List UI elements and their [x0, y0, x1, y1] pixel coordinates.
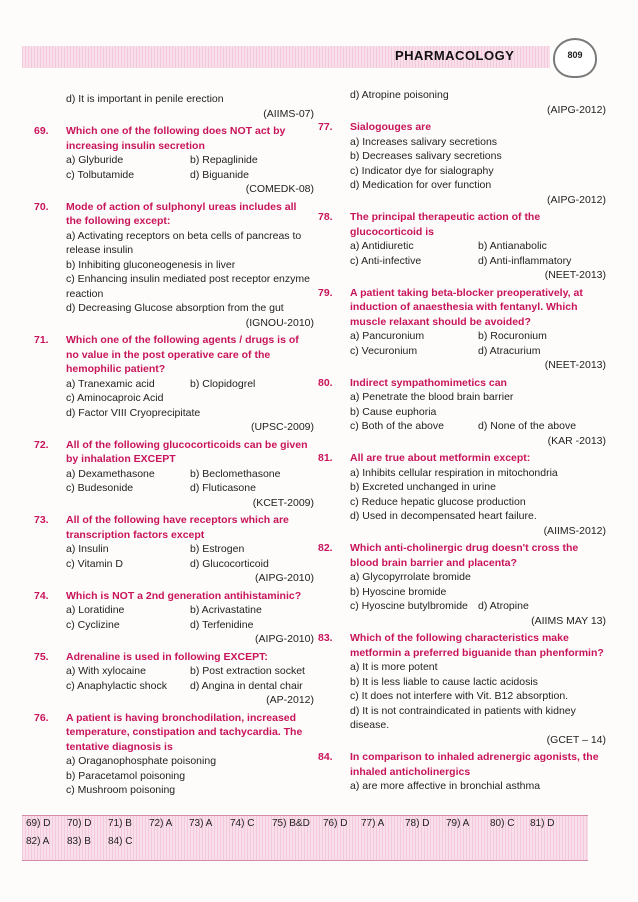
question	[34, 200, 314, 229]
page-number-badge: 809	[553, 38, 597, 78]
question-number: 83.	[318, 632, 333, 644]
question-text: Adrenaline is used in following EXCEPT:	[66, 650, 268, 663]
option: d) It is not contraindicated in patients with kidney disease.	[350, 704, 576, 731]
option: d) Medication for over function	[350, 179, 492, 191]
source-reference: (AIPG-2010)	[255, 633, 314, 645]
answer-key-item: 71) B	[108, 818, 132, 829]
question-text: All of the following have receptors which are transcription factors except	[66, 514, 289, 541]
option: a) Oraganophosphate poisoning	[66, 755, 217, 767]
option: b) It is less liable to cause lactic acidosis	[350, 675, 538, 688]
option-pair	[318, 599, 606, 614]
answer-key-item: 78) D	[405, 818, 430, 829]
option-pair	[34, 603, 314, 618]
option: a) With xylocaine	[66, 665, 146, 677]
option: d) Biguanide	[190, 168, 249, 181]
source-reference: (COMEDK-08)	[245, 183, 314, 195]
question-text: All are true about metformin except:	[350, 452, 531, 464]
question	[318, 120, 606, 135]
option-pair	[318, 344, 606, 359]
option: b) Beclomethasone	[190, 467, 281, 480]
option: b) Decreases salivary secretions	[350, 150, 502, 162]
question	[318, 631, 606, 660]
option: c) Aminocaproic Acid	[66, 392, 164, 404]
answer-key-item: 84) C	[108, 836, 133, 847]
question	[34, 589, 314, 604]
question	[34, 124, 314, 153]
option: a) Insulin	[66, 543, 109, 555]
question-number: 84.	[318, 751, 333, 763]
option-pair	[318, 254, 606, 269]
question-number: 74.	[34, 589, 49, 602]
question-text: Sialogouges are	[350, 121, 432, 133]
source-reference: (IGNOU-2010)	[245, 316, 314, 329]
question-text: A patient taking beta-blocker preoperatively, at induction of anaesthesia with fentanyl. Which muscle relaxant should be avoided?	[350, 286, 583, 328]
question-number: 81.	[318, 452, 333, 464]
question-number: 70.	[34, 200, 49, 213]
option-pair	[34, 557, 314, 572]
option-pair	[34, 377, 314, 392]
option: a) Inhibits cellular respiration in mitochondria	[350, 466, 558, 479]
option: a) Dexamethasone	[66, 467, 155, 480]
option: c) Hyoscine butylbromide	[350, 600, 468, 612]
option-pair	[34, 481, 314, 496]
question-text: Which one of the following agents / drugs is of no value in the post operative care of the hemophilic patient?	[66, 334, 299, 375]
question-text: Which of the following characteristics make metformin a preferred biguanide than phenformin?	[350, 632, 604, 659]
question	[318, 210, 606, 239]
answer-key-item: 82) A	[26, 836, 50, 847]
source-reference: (AIPG-2010)	[255, 572, 314, 584]
option: a) Increases salivary secretions	[350, 135, 498, 148]
option: a) Tranexamic acid	[66, 377, 155, 390]
option: c) Vecuronium	[350, 344, 418, 357]
answer-key-item: 80) C	[490, 818, 515, 829]
option: a) Penetrate the blood brain barrier	[350, 391, 514, 403]
question-text: Which is NOT a 2nd generation antihistaminic?	[66, 589, 302, 602]
option: c) Budesonide	[66, 482, 134, 494]
option: d) Decreasing Glucose absorption from the gut	[66, 302, 284, 314]
question-number: 75.	[34, 650, 49, 663]
source-reference: (KCET-2009)	[252, 496, 314, 509]
question-text: Mode of action of sulphonyl ureas includes all the following except:	[66, 200, 297, 227]
question	[34, 333, 314, 377]
option-pair	[318, 239, 606, 254]
question	[318, 451, 606, 466]
option: d) Anti-inflammatory	[478, 254, 572, 267]
option-pair	[318, 419, 606, 434]
answer-key-item: 70) D	[67, 818, 92, 829]
question-number: 82.	[318, 542, 333, 554]
option: d) Atracurium	[478, 344, 541, 357]
option: b) Paracetamol poisoning	[66, 769, 186, 782]
question	[318, 376, 606, 391]
option: b) Estrogen	[190, 543, 245, 555]
question	[318, 750, 606, 779]
option-pair	[34, 542, 314, 557]
answer-key-item: 83) B	[67, 836, 91, 847]
question-number: 76.	[34, 711, 49, 724]
option: d) It is important in penile erection	[66, 93, 224, 105]
answer-key-item: 75) B&D	[272, 818, 310, 829]
option: d) Factor VIII Cryoprecipitate	[66, 406, 201, 419]
option: c) Cyclizine	[66, 618, 120, 631]
question-number: 69.	[34, 125, 49, 137]
option: d) Glucocorticoid	[190, 557, 269, 570]
source-reference: (AIPG-2012)	[547, 193, 606, 206]
option: b) Hyoscine bromide	[350, 585, 447, 598]
question	[34, 650, 314, 665]
option: b) Antianabolic	[478, 240, 547, 252]
question-text: In comparison to inhaled adrenergic agonists, the inhaled anticholinergics	[350, 751, 599, 778]
option: a) Glycopyrrolate bromide	[350, 571, 471, 583]
option: d) Terfenidine	[190, 618, 254, 631]
option-pair	[318, 329, 606, 344]
question-text: Which anti-cholinergic drug doesn't cross the blood brain barrier and placenta?	[350, 542, 579, 569]
question	[34, 438, 314, 467]
option: c) Enhancing insulin mediated post receptor enzyme reaction	[66, 273, 310, 300]
option: a) Activating receptors on beta cells of pancreas to release insulin	[66, 229, 302, 256]
answer-key-item: 77) A	[361, 818, 385, 829]
option-pair	[34, 618, 314, 633]
option: b) Clopidogrel	[190, 377, 256, 390]
answer-key-row-2	[26, 836, 149, 847]
option-pair	[34, 679, 314, 694]
option: a) It is more potent	[350, 661, 438, 673]
option: a) Antidiuretic	[350, 240, 414, 252]
option-pair	[34, 153, 314, 168]
option: c) Vitamin D	[66, 557, 123, 570]
answer-key-row-1	[26, 818, 570, 829]
option: b) Post extraction socket	[190, 665, 305, 677]
question-text: Which one of the following does NOT act by increasing insulin secretion	[66, 125, 286, 152]
source-reference: (AP-2012)	[266, 694, 314, 706]
option: d) Angina in dental chair	[190, 679, 303, 692]
option: a) Loratidine	[66, 604, 125, 616]
answer-key-item: 72) A	[149, 818, 173, 829]
option: c) Anaphylactic shock	[66, 679, 167, 692]
option: c) It does not interfere with Vit. B12 absorption.	[350, 690, 569, 702]
option-pair	[34, 168, 314, 183]
option: a) Glyburide	[66, 154, 124, 166]
question-number: 79.	[318, 286, 333, 299]
source-reference: (KAR -2013)	[547, 434, 606, 447]
question-number: 78.	[318, 211, 333, 223]
option-pair	[34, 467, 314, 482]
source-reference: (AIIMS MAY 13)	[531, 614, 606, 627]
question-text: All of the following glucocorticoids can be given by inhalation EXCEPT	[66, 438, 308, 465]
option: a) are more affective in bronchial asthma	[350, 780, 541, 792]
option: b) Rocuronium	[478, 330, 547, 342]
option: c) Anti-infective	[350, 254, 422, 267]
option: b) Cause euphoria	[350, 405, 437, 418]
source-reference: (AIIMS-2012)	[543, 524, 606, 537]
option: c) Both of the above	[350, 420, 444, 432]
question-text: Indirect sympathomimetics can	[350, 376, 507, 389]
option-pair	[34, 664, 314, 679]
answer-key-item: 79) A	[446, 818, 470, 829]
answer-key-item: 76) D	[323, 818, 348, 829]
question-number: 71.	[34, 334, 49, 346]
question-number: 72.	[34, 438, 49, 451]
question	[34, 513, 314, 542]
question	[318, 541, 606, 570]
option: c) Tolbutamide	[66, 168, 135, 181]
option: b) Acrivastatine	[190, 604, 262, 616]
answer-key-item: 73) A	[189, 818, 213, 829]
option: b) Repaglinide	[190, 154, 258, 166]
source-reference: (GCET – 14)	[546, 733, 606, 746]
source-reference: (AIIMS-07)	[263, 107, 314, 120]
option: c) Indicator dye for sialography	[350, 164, 494, 177]
answer-key-item: 81) D	[530, 818, 555, 829]
option: b) Excreted unchanged in urine	[350, 481, 496, 493]
answer-key-item: 69) D	[26, 818, 51, 829]
option: d) Fluticasone	[190, 482, 256, 494]
answer-key-item: 74) C	[230, 818, 255, 829]
option: d) None of the above	[478, 420, 577, 432]
question-number: 73.	[34, 514, 49, 526]
source-reference: (AIPG-2012)	[547, 103, 606, 116]
question-number: 77.	[318, 121, 333, 133]
option: d) Atropine poisoning	[350, 89, 449, 101]
question-number: 80.	[318, 376, 333, 389]
left-column	[34, 92, 314, 798]
option: c) Reduce hepatic glucose production	[350, 495, 526, 508]
option: d) Atropine	[478, 600, 529, 612]
option: a) Pancuronium	[350, 330, 425, 342]
option: b) Inhibiting gluconeogenesis in liver	[66, 258, 236, 271]
source-reference: (NEET-2013)	[544, 359, 606, 371]
question	[34, 711, 314, 755]
source-reference: (NEET-2013)	[544, 269, 606, 281]
source-reference: (UPSC-2009)	[250, 421, 314, 433]
question-text: A patient is having bronchodilation, increased temperature, constipation and tachycardia. The tentative diagnosis is	[66, 711, 303, 753]
question-text: The principal therapeutic action of the glucocorticoid is	[350, 211, 541, 238]
option: d) Used in decompensated heart failure.	[350, 510, 537, 522]
page-title: PHARMACOLOGY	[395, 48, 515, 63]
option: c) Mushroom poisoning	[66, 784, 176, 796]
question	[318, 286, 606, 330]
right-column	[318, 88, 606, 794]
